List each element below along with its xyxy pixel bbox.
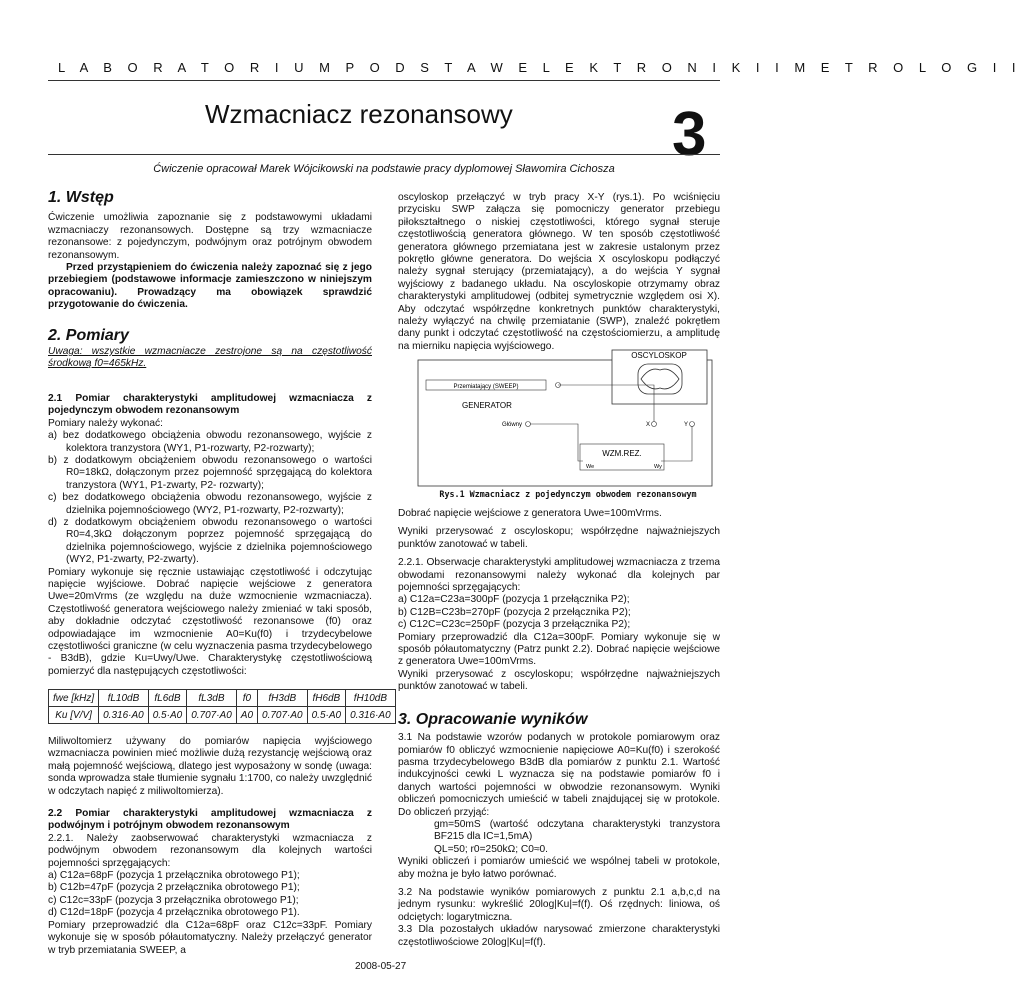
left-column-lower [48,736,372,957]
right-p4-line: a) C12a=C23a=300pF (pozycja 1 przełącznika P2); [398,594,630,606]
table-cell: A0 [236,707,257,724]
in-label: We [586,464,595,470]
table-cell: fL3dB [187,690,237,707]
main-label: Główny [501,422,522,428]
right-p2: Dobrać napięcie wejściowe z generatora Uwe=100mVrms. [398,508,662,519]
table-cell: fH10dB [346,690,396,707]
right-p4-line: 2.2.1. Obserwacje charakterystyki amplitudowej wzmacniacza z trzema obwodami rezonansowymi należy wykonać dla kolejnych par pojemności sprzęgających: [398,557,720,594]
s32: 3.2 Na podstawie wyników pomiarowych z punktu 2.1 a,b,c,d na jednym rysunku: wykreślić 20log|Ku|=f(f). Oś rzędnych: liniowa, oś odciętych: logarytmiczna. [398,886,720,923]
table-cell: 0.316·A0 [99,707,149,724]
title-rule [48,154,720,155]
header-rule [48,80,720,81]
osc-screen [638,364,682,394]
s21-line: b) z dodatkowym obciążeniem obwodu rezonansowego o wartości R0=18kΩ, dołączonym przez pojemność sprzęgającą do kolektora tranzystora (WY1, P1-zwarty, P2- rozwarty); [48,454,372,491]
doc-number: 3 [672,100,707,169]
right-p1: oscyloskop przełączyć w tryb pracy X-Y (rys.1). Po wciśnięciu przycisku SWP załącza się pomocniczy generator przebiegu piłokształtnego o niskiej częstotliwości, którego sygnał steruje częstotliwością generatora głównego. W ten sposób częstotliwość generatora głównego przemiatana jest w zakresie ustalonym przez pokrętło główne generatora. Do wejścia X oscyloskopu podłączyć należy sygnał sterujący (przemiatający), a do wejścia Y sygnał wyjściowy z badanego układu. Na oscyloskopie otrzymamy obraz charakterystyki amplitudowej (odbitej symetrycznie względem osi X). Aby odczytać współrzędne konkretnych punktów charakterystyki, należy wyłączyć na chwilę przemiatanie (SWP), znaleźć pokrętłem dany punkt i odczytać częstotliwość na częstościomierzu, a amplitudę na mierniku napięcia wyjściowego. [398,192,720,352]
left-column [48,189,372,678]
s31-given: gm=50mS (wartość odczytana charakterystyki tranzystora BF215 dla IC=1,5mA) [434,818,720,843]
table-cell: fH6dB [307,690,345,707]
right-p4-line: c) C12C=C23c=250pF (pozycja 3 przełącznika P2); [398,619,631,631]
wire-out-y [661,426,692,461]
table-cell: 0.316·A0 [346,707,396,724]
table-cell: 0.5·A0 [307,707,345,724]
doc-date: 2008-05-27 [355,961,407,972]
sec1-title: 1. Wstęp [48,189,114,206]
s22-line: d) C12d=18pF (pozycja 4 przełącznika obrotowego P1). [48,907,300,919]
osc-y-terminal [690,422,695,427]
right-p3: Wyniki przerysować z oscyloskopu; współrzędne najważniejszych punktów zanotować w tabeli. [398,526,720,550]
credit: Ćwiczenie opracował Marek Wójcikowski na podstawie pracy dyplomowej Sławomira Cichosza [153,163,615,175]
table-cell: 0.707·A0 [258,707,308,724]
table-cell: 0.5·A0 [148,707,186,724]
s22-line: c) C12c=33pF (pozycja 3 przełącznika obrotowego P1); [48,894,299,906]
s31: 3.1 Na podstawie wzorów podanych w protokole pomiarowym oraz pomiarów f0 obliczyć wzmocnienie napięciowe A0=Ku(f0) i szerokość pasma trzydecybelowego B3dB dla pomiarów z punktu 2.1. Wartość indukcyjności cewki L wyznacza się na podstawie pomiarów f0 i danych wartości pojemności w obwodzie rezonansowym. Wyniki obliczeń pomocniczych umieścić w tabeli znajdującej się w protokole. Do obliczeń przyjąć: [398,732,720,818]
measurement-diagram [418,348,712,486]
s22-line: 2.2.1. Należy zaobserwować charakterystyki wzmacniacza z podwójnym obwodem rezonansowym dla kolejnych wartości pojemności sprzęgających: [48,832,372,869]
table-cell: fL6dB [148,690,186,707]
sec2-title: 2. Pomiary [48,326,129,344]
s22-line: Pomiary przeprowadzić dla C12a=68pF oraz C12c=33pF. Pomiary wykonuje się w sposób półautomatyczny. Należy przełączyć generator w tryb przemiatania SWEEP, a [48,919,372,956]
s21-line: d) z dodatkowym obciążeniem obwodu rezonansowego o wartości R0=4,3kΩ dołączonym poprzez pojemność sprzęgającą do dzielnika pojemnościowego, wyjście z dzielnika pojemnościowego (WY2, P1-zwarty, P2-zwarty). [48,516,372,566]
s21-title: 2.1 Pomiar charakterystyki amplitudowej wzmacniacza z pojedynczym obwodem rezonansowym [48,392,372,417]
s22-title: 2.2 Pomiar charakterystyki amplitudowej wzmacniacza z podwójnym i potrójnym obwodem rezonansowym [48,808,372,832]
s22-line: a) C12a=68pF (pozycja 1 przełącznika obrotowego P1); [48,870,300,882]
s33: 3.3 Dla pozostałych układów narysować zmierzone charakterystyki częstotliwościowe 20log|Ku|=f(f). [398,924,720,948]
s21-line: a) bez dodatkowego obciążenia obwodu rezonansowego, wyjście z kolektora tranzystora (WY1, P1-rozwarty, P2-rozwarty); [48,430,372,454]
doc-title: Wzmacniacz rezonansowy [205,99,513,129]
table-cell: Ku [V/V] [49,707,99,724]
lab-header: L A B O R A T O R I U M P O D S T A W E L E K T R O N I K I I M E T R O L O G I I [58,60,1022,75]
s21-after: Miliwoltomierz używany do pomiarów napięcia wyjściowego wzmacniacza powinien mieć możliwie dużą rezystancję wejściową oraz małą pojemność wejściową, dlatego jest wyposażony w sondę (uwaga: sonda wprowadza stałe tłumienie sygnału 1:1700, co należy uwzględnić w odczytach napięć z miliwoltomierza). [48,736,372,797]
gen-label: GENERATOR [462,401,512,410]
sweep-label: Przemiatający (SWEEP) [453,384,519,390]
sec3-title: 3. Opracowanie wyników [398,710,588,728]
right-p4-line: Pomiary przeprowadzić dla C12a=300pF. Pomiary wykonuje się w sposób półautomatyczny (Patrz punkt 2.2). Dobrać napięcie wejściowe z generatora Uwe=100mVrms. [398,631,720,668]
table-cell: f0 [236,690,257,707]
sec1-body: Ćwiczenie umożliwia zapoznanie się z podstawowymi układami wzmacniaczy rezonansowych. Dostępne są trzy wzmacniacze rezonansowe: z pojedynczym, podwójnym oraz potrójnym obwodem rezonansowym. [48,212,372,261]
table-cell: 0.707·A0 [187,707,237,724]
wire-gen-in [530,424,583,461]
measurement-table [48,689,396,724]
x-label: X [646,422,651,428]
s22-line: b) C12b=47pF (pozycja 2 przełącznika obrotowego P1); [48,882,300,894]
gen-main-terminal [526,422,531,427]
out-label: Wy [654,464,662,470]
s31-end: Wyniki obliczeń i pomiarów umieścić we wspólnej tabeli w protokole, aby można je było łatwo porównać. [398,856,720,880]
s31-given: QL=50; r0=250kΩ; C0≈0. [434,843,549,855]
right-p4-line: b) C12B=C23b=270pF (pozycja 2 przełącznika P2); [398,606,631,618]
s21-line: c) bez dodatkowego obciążenia obwodu rezonansowego, wyjście z dzielnika pojemnościowego (WY2, P1-rozwarty, P2-rozwarty); [48,492,372,516]
s21-para: Pomiary wykonuje się ręcznie ustawiając częstotliwość i odczytując napięcie wyjściowe. Dobrać napięcie wejściowe z generatora Uwe=20mVrms (ze względu na duże wzmocnienie wzmacniacza). Częstotliwość generatora wejściowego należy zmieniać w taki sposób, aby dokładnie odczytać częstotliwość rezonansowe (f0) oraz odpowiadające im wzmocnienie A0=Ku(f0) i trzydecybelowe częstotliwości graniczne (w celu wyznaczenia pasma trzydecybelowego - B3dB), gdzie Ku=Uwy/Uwe. Charakterystykę częstotliwościową pomierzyć dla następujących częstotliwości: [48,566,372,677]
table-cell: fH3dB [258,690,308,707]
y-label: Y [684,422,689,428]
right-column [398,192,720,353]
sec2-note: Uwaga: wszystkie wzmacniacze zestrojone są na częstotliwość środkową f0=465kHz. [48,346,372,370]
right-column-lower [398,508,720,949]
osc-x-terminal [652,422,657,427]
right-p4-line: Wyniki przerysować z oscyloskopu; współrzędne najważniejszych punktów zanotować w tabeli. [398,668,720,693]
osc-label: OSCYLOSKOP [631,351,687,360]
figure-caption: Rys.1 Wzmacniacz z pojedynczym obwodem rezonansowym [439,489,697,499]
table-cell: fwe [kHz] [49,690,99,707]
s21-line: Pomiary należy wykonać: [48,417,163,429]
amp-label: WZM.REZ. [602,449,642,458]
table-cell: fL10dB [99,690,149,707]
sec1-bold: Przed przystąpieniem do ćwiczenia należy zapoznać się z jego przebiegiem (podstawowe informacje zamieszczono w niniejszym opracowaniu). Prowadzący ma obowiązek sprawdzić przygotowanie do ćwiczenia. [48,262,372,311]
